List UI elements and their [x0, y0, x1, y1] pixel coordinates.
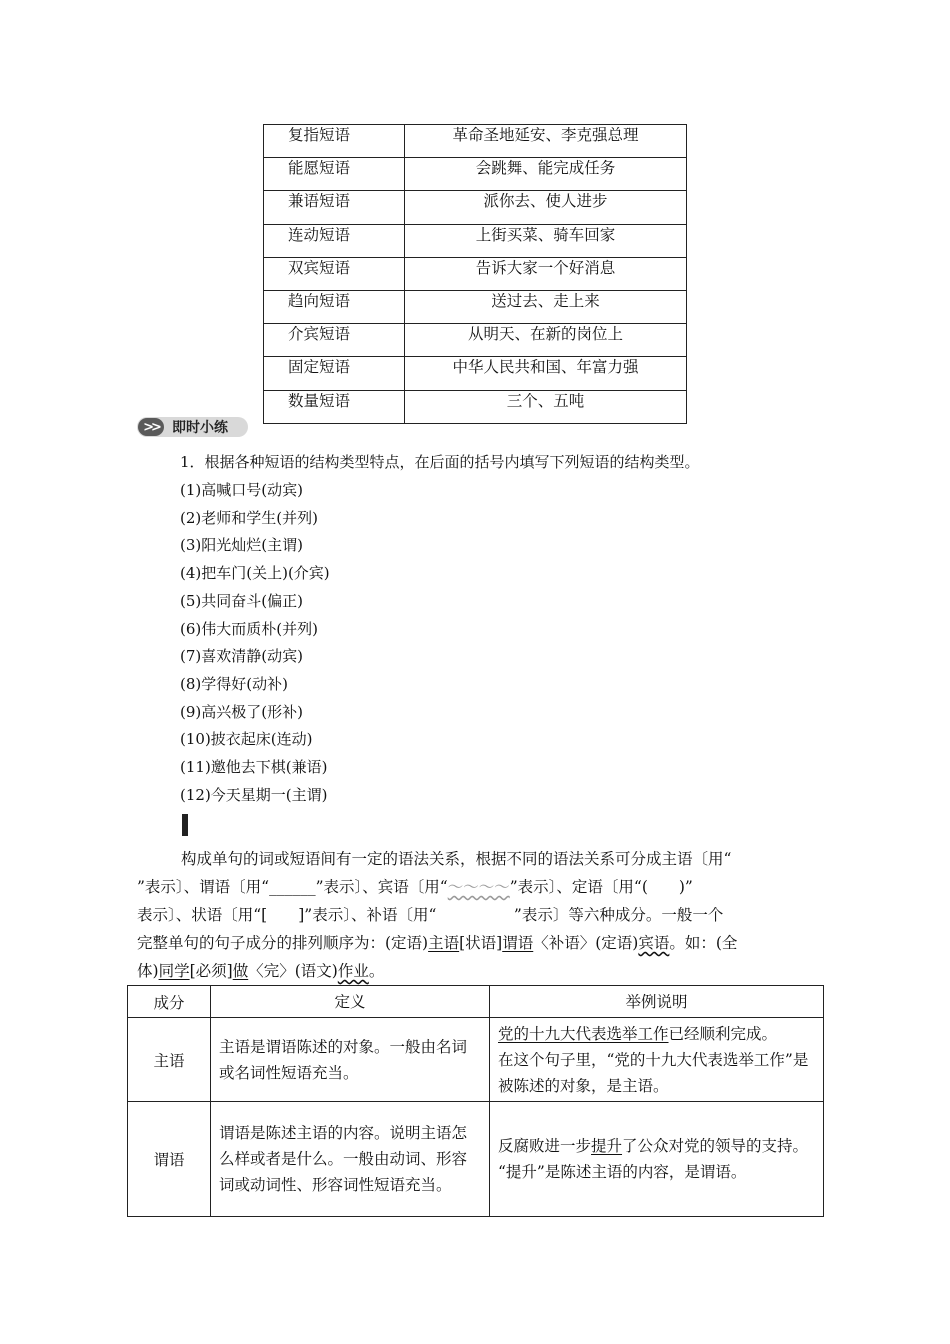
- component-name: 主语: [128, 1018, 211, 1102]
- exercise-answer: (5)共同奋斗(偏正): [180, 591, 303, 610]
- table-row: [264, 224, 687, 257]
- intro-line-3: 表示〕、状语〔用“[ ]”表示〕、补语〔用“ ”表示〕等六种成分。一般一个: [137, 906, 724, 924]
- phrase-type: 数量短语: [264, 390, 405, 423]
- exercise-answer: (11)邀他去下棋(兼语): [180, 758, 328, 776]
- phrase-example: 从明天、在新的岗位上: [405, 324, 687, 357]
- component-example: 反腐败进一步提升了公众对党的领导的支持。 “提升”是陈述主语的内容，是谓语。: [490, 1102, 824, 1217]
- section-marker: [182, 814, 188, 836]
- component-definition: 谓语是陈述主语的内容。说明主语怎么样或者是什么。一般由动词、形容词或动词性、形容词性短语充当。: [211, 1102, 490, 1217]
- phrase-type: 趋向短语: [264, 290, 405, 323]
- table-header-row: [128, 986, 824, 1018]
- phrase-type: 连动短语: [264, 224, 405, 257]
- intro-line-4: 完整单句的句子成分的排列顺序为：(定语)主语[状语]谓语〈补语〉(定语)宾语。如：(全: [137, 934, 738, 952]
- intro-line-5: 体)同学[必须]做〈完〉(语文)作业。: [137, 962, 385, 980]
- phrase-example: 革命圣地延安、李克强总理: [405, 125, 687, 158]
- header-cell: 成分: [128, 986, 211, 1018]
- phrase-type: 能愿短语: [264, 158, 405, 191]
- exercise-question: 1．根据各种短语的结构类型特点，在后面的括号内填写下列短语的结构类型。: [180, 453, 700, 471]
- exercise-answer: (4)把车门(关上)(介宾): [180, 564, 330, 583]
- table-row: [264, 125, 687, 158]
- component-name: 谓语: [128, 1102, 211, 1217]
- phrase-type: 双宾短语: [264, 257, 405, 290]
- table-row: [128, 1018, 824, 1102]
- practice-badge: [137, 417, 248, 437]
- table-row: [264, 390, 687, 423]
- phrase-example: 会跳舞、能完成任务: [405, 158, 687, 191]
- phrase-type: 复指短语: [264, 125, 405, 158]
- exercise-answer: (12)今天星期一(主谓): [180, 785, 328, 804]
- double-chevron-icon: >>: [138, 418, 164, 436]
- exercise-answer: (6)伟大而质朴(并列): [180, 619, 318, 638]
- exercise-answer: (1)高喊口号(动宾): [180, 481, 303, 499]
- sentence-components-table: [127, 985, 824, 1217]
- exercise-answer: (2)老师和学生(并列): [180, 508, 318, 527]
- table-row: [264, 290, 687, 323]
- phrase-example: 送过去、走上来: [405, 290, 687, 323]
- table-row: [264, 158, 687, 191]
- intro-line-1: 构成单句的词或短语间有一定的语法关系，根据不同的语法关系可分成主语〔用“: [181, 850, 732, 868]
- phrase-example: 上街买菜、骑车回家: [405, 224, 687, 257]
- phrase-type-table: [263, 124, 687, 424]
- table-row: [128, 1102, 824, 1217]
- table-row: [264, 324, 687, 357]
- exercise-answer: (8)学得好(动补): [180, 674, 288, 693]
- header-cell: 定义: [211, 986, 490, 1018]
- phrase-type: 兼语短语: [264, 191, 405, 224]
- phrase-example: 中华人民共和国、年富力强: [405, 357, 687, 390]
- exercise-answer: (3)阳光灿烂(主谓): [180, 536, 303, 555]
- component-example: 党的十九大代表选举工作已经顺利完成。 在这个句子里，“党的十九大代表选举工作”是被陈述的对象，是主语。: [490, 1018, 824, 1102]
- phrase-example: 三个、五吨: [405, 390, 687, 423]
- badge-label: 即时小练: [172, 420, 228, 436]
- component-definition: 主语是谓语陈述的对象。一般由名词或名词性短语充当。: [211, 1018, 490, 1102]
- phrase-type: 介宾短语: [264, 324, 405, 357]
- phrase-example: 派你去、使人进步: [405, 191, 687, 224]
- table-row: [264, 191, 687, 224]
- table-row: [264, 357, 687, 390]
- exercise-answer: (7)喜欢清静(动宾): [180, 647, 303, 666]
- phrase-type: 固定短语: [264, 357, 405, 390]
- phrase-example: 告诉大家一个好消息: [405, 257, 687, 290]
- header-cell: 举例说明: [490, 986, 824, 1018]
- exercise-answer: (9)高兴极了(形补): [180, 702, 303, 721]
- table-row: [264, 257, 687, 290]
- exercise-answer: (10)披衣起床(连动): [180, 730, 313, 749]
- intro-line-2: ”表示〕、谓语〔用“______”表示〕、宾语〔用“～～～～”表示〕、定语〔用“( )”: [137, 878, 693, 896]
